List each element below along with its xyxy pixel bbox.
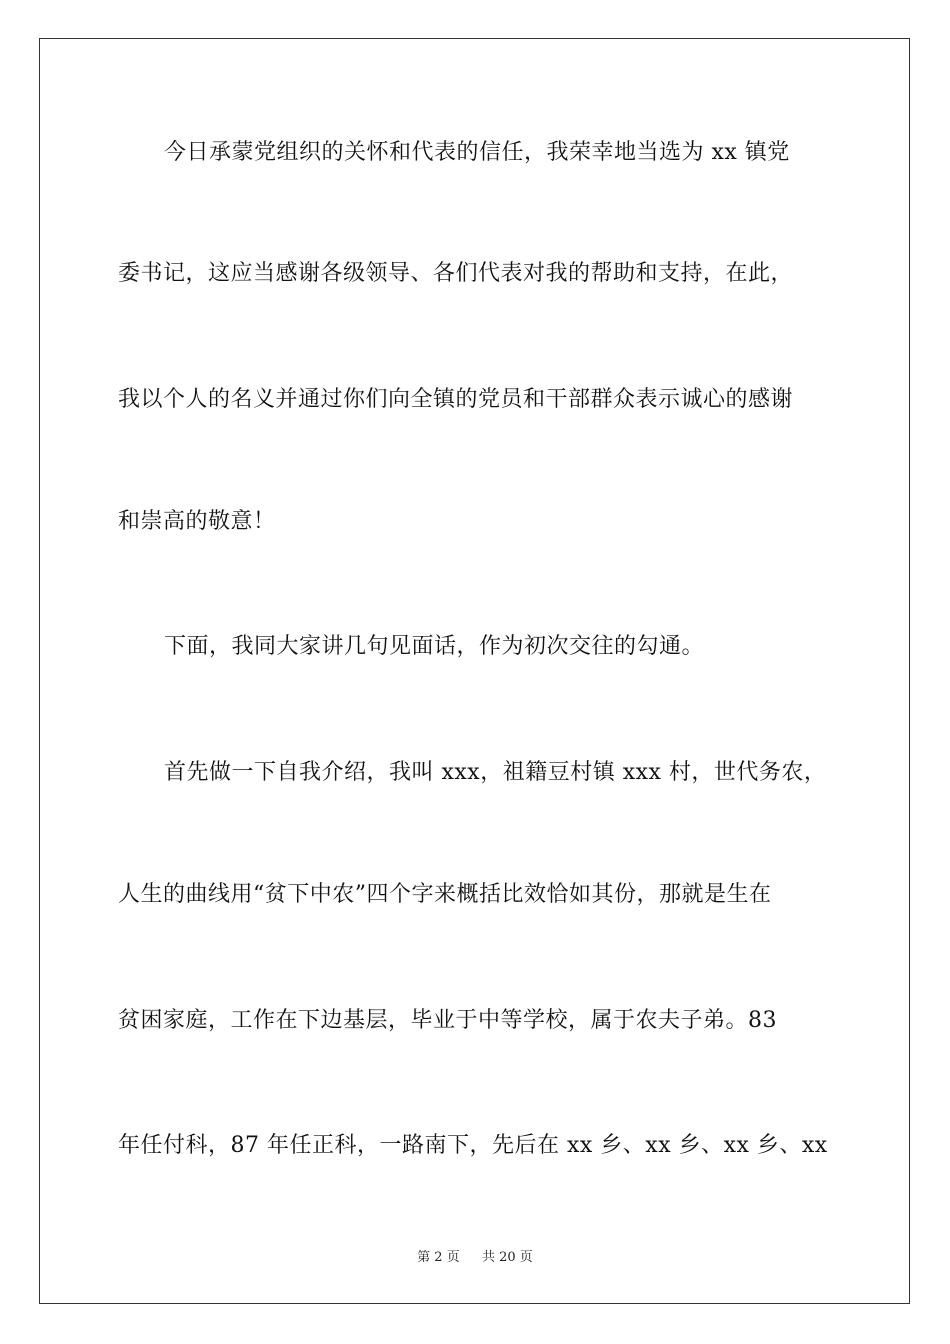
paragraph-line-1: 今日承蒙党组织的关怀和代表的信任，我荣幸地当选为 xx 镇党 <box>164 140 790 165</box>
paragraph-line-6: 首先做一下自我介绍，我叫 xxx，祖籍豆村镇 xxx 村，世代务农， <box>164 760 827 785</box>
paragraph-line-7: 人生的曲线用“贫下中农”四个字来概括比效恰如其份，那就是生在 <box>118 882 772 907</box>
paragraph-line-3: 我以个人的名义并通过你们向全镇的党员和干部群众表示诚心的感谢 <box>118 387 794 412</box>
paragraph-line-9: 年任付科，87 年任正科，一路南下，先后在 xx 乡、xx 乡、xx 乡、xx <box>118 1133 828 1158</box>
paragraph-line-2: 委书记，这应当感谢各级领导、各们代表对我的帮助和支持，在此， <box>118 261 794 286</box>
page-number: 第 2 页 <box>417 1250 460 1265</box>
paragraph-line-4: 和崇高的敬意！ <box>118 509 276 534</box>
page-border <box>39 38 910 1304</box>
paragraph-line-5: 下面，我同大家讲几句见面话，作为初次交往的勾通。 <box>164 634 705 659</box>
total-pages: 共 20 页 <box>482 1250 533 1265</box>
paragraph-line-8: 贫困家庭，工作在下边基层，毕业于中等学校，属于农夫子弟。83 <box>118 1008 777 1033</box>
page-footer <box>0 1246 950 1265</box>
